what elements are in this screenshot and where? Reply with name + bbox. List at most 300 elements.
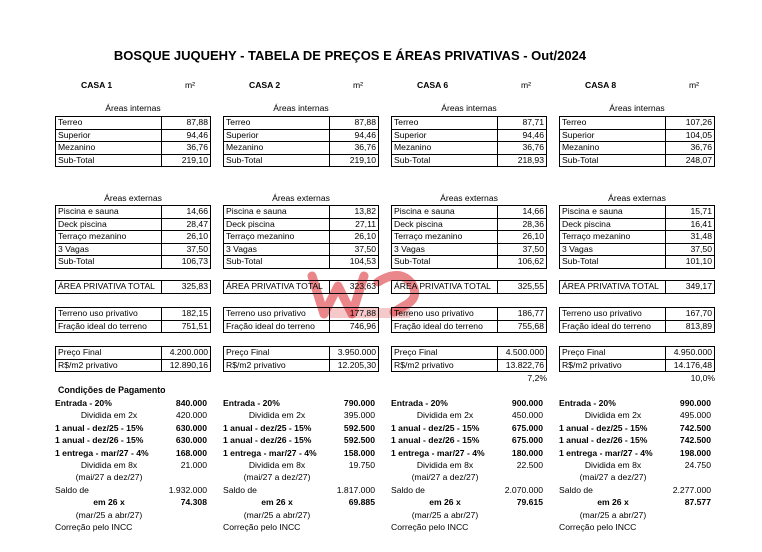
row-value: 323,63 [330, 281, 379, 294]
total-area-table [223, 280, 379, 294]
row-label: Sub-Total [56, 154, 162, 167]
payment-row [223, 496, 379, 508]
payment-label: Saldo de [391, 484, 425, 495]
payment-row [391, 471, 547, 483]
payment-value: 630.000 [175, 435, 207, 446]
row-value: 325,83 [162, 281, 211, 294]
row-label: Superior [56, 129, 162, 142]
payment-row [391, 422, 547, 434]
payment-conditions-heading: Condições de Pagamento [58, 385, 166, 395]
payment-value: 19.750 [348, 459, 375, 470]
row-label: Mezanino [560, 142, 666, 155]
row-label: Terraço mezanino [560, 231, 666, 244]
payment-label: Correção pelo INCC [391, 521, 469, 532]
payment-label: em 26 x [429, 497, 461, 508]
row-value: 28,36 [498, 218, 547, 231]
table-row [56, 231, 211, 244]
house-header [223, 80, 379, 92]
payment-row [55, 459, 211, 471]
row-label: Terreo [56, 117, 162, 130]
payment-value: 79.615 [516, 497, 543, 508]
table-row [224, 231, 379, 244]
payment-row [559, 409, 715, 421]
row-label: Sub-Total [56, 256, 162, 269]
external-areas-table [55, 205, 211, 269]
table-row [224, 359, 379, 372]
payment-value: 675.000 [511, 435, 543, 446]
table-row [224, 320, 379, 333]
row-value: 31,48 [666, 231, 715, 244]
unit-label: m² [352, 80, 363, 90]
table-row [392, 359, 547, 372]
internal-areas-heading: Áreas internas [105, 103, 161, 113]
table-row [392, 308, 547, 321]
table-row [560, 308, 715, 321]
payment-label: (mai/27 a dez/27) [243, 472, 311, 483]
table-row [56, 206, 211, 219]
row-label: Sub-Total [392, 256, 498, 269]
table-row [224, 206, 379, 219]
land-table [391, 307, 547, 333]
row-label: Deck piscina [56, 218, 162, 231]
payment-row [391, 509, 547, 521]
row-value: 94,46 [330, 129, 379, 142]
table-row [224, 308, 379, 321]
table-row [224, 154, 379, 167]
payment-label: Dividida em 2x [584, 410, 642, 421]
payment-row [559, 496, 715, 508]
table-row [56, 320, 211, 333]
payment-conditions [223, 397, 379, 533]
table-row [392, 256, 547, 269]
page-title: BOSQUE JUQUEHY - TABELA DE PREÇOS E ÁREAS PRIVATIVAS - Out/2024 [113, 48, 587, 63]
payment-row [55, 409, 211, 421]
payment-label: Dividida em 2x [80, 410, 138, 421]
row-label: Superior [560, 129, 666, 142]
internal-areas-table [223, 116, 379, 167]
row-value: 755,68 [498, 320, 547, 333]
row-value: 94,46 [498, 129, 547, 142]
payment-row [55, 521, 211, 533]
table-row [560, 320, 715, 333]
payment-row [223, 509, 379, 521]
land-table [55, 307, 211, 333]
table-row [224, 218, 379, 231]
table-row [56, 117, 211, 130]
total-area-table [559, 280, 715, 294]
row-label: 3 Vagas [56, 243, 162, 256]
payment-value: 168.000 [175, 447, 207, 458]
payment-value: 180.000 [511, 447, 543, 458]
payment-value: 198.000 [679, 447, 711, 458]
price-increase-percent: 7,2% [527, 373, 547, 383]
price-table [55, 346, 211, 372]
payment-row [55, 509, 211, 521]
row-value: 37,50 [666, 243, 715, 256]
payment-label: (mar/25 a abr/27) [411, 509, 479, 520]
payment-value: 21.000 [180, 459, 207, 470]
payment-label: Entrada - 20% [559, 398, 616, 408]
payment-row [559, 422, 715, 434]
payment-row [391, 409, 547, 421]
row-label: Terreno uso privativo [560, 308, 666, 321]
house-name: CASA 8 [585, 80, 617, 90]
payment-value: 158.000 [343, 447, 375, 458]
row-label: Sub-Total [224, 154, 330, 167]
row-label: Piscina e sauna [224, 206, 330, 219]
row-value: 4.500.000 [498, 347, 547, 360]
payment-value: 742.500 [679, 435, 711, 446]
row-value: 101,10 [666, 256, 715, 269]
table-row [560, 154, 715, 167]
payment-label: Saldo de [223, 484, 257, 495]
payment-label: Entrada - 20% [55, 398, 112, 408]
payment-row [559, 397, 715, 409]
payment-label: 1 entrega - mar/27 - 4% [559, 447, 653, 458]
payment-label: 1 anual - dez/26 - 15% [391, 435, 480, 446]
payment-label: Entrada - 20% [391, 398, 448, 408]
table-row [224, 347, 379, 360]
table-row [392, 206, 547, 219]
price-increase-percent: 10,0% [690, 373, 715, 383]
row-label: Deck piscina [224, 218, 330, 231]
payment-label: Correção pelo INCC [55, 521, 133, 532]
payment-conditions [559, 397, 715, 533]
table-row [560, 243, 715, 256]
payment-label: Entrada - 20% [223, 398, 280, 408]
row-label: Fração ideal do terreno [56, 320, 162, 333]
payment-value: 87.577 [684, 497, 711, 508]
table-row [560, 256, 715, 269]
land-table [559, 307, 715, 333]
row-label: Deck piscina [560, 218, 666, 231]
table-row [560, 281, 715, 294]
table-row [560, 206, 715, 219]
table-row [560, 359, 715, 372]
row-label: 3 Vagas [560, 243, 666, 256]
row-label: Superior [392, 129, 498, 142]
row-value: 746,96 [330, 320, 379, 333]
table-row [56, 281, 211, 294]
row-value: 218,93 [498, 154, 547, 167]
table-row [56, 218, 211, 231]
payment-value: 675.000 [511, 422, 543, 433]
row-value: 349,17 [666, 281, 715, 294]
row-value: 167,70 [666, 308, 715, 321]
row-label: Sub-Total [560, 154, 666, 167]
table-row [560, 231, 715, 244]
table-row [392, 320, 547, 333]
table-row [392, 129, 547, 142]
payment-row [223, 447, 379, 459]
row-value: 37,50 [498, 243, 547, 256]
payment-label: em 26 x [261, 497, 293, 508]
payment-label: Saldo de [55, 484, 89, 495]
payment-value: 790.000 [343, 398, 375, 408]
payment-row [559, 484, 715, 496]
row-label: Terreo [224, 117, 330, 130]
row-value: 325,55 [498, 281, 547, 294]
row-value: 13.822,76 [498, 359, 547, 372]
table-row [224, 256, 379, 269]
payment-label: Dividida em 8x [416, 459, 474, 470]
payment-label: 1 anual - dez/25 - 15% [559, 422, 648, 433]
payment-row [55, 496, 211, 508]
row-label: Sub-Total [224, 256, 330, 269]
row-label: Sub-Total [560, 256, 666, 269]
house-name: CASA 2 [249, 80, 281, 90]
row-label: Terraço mezanino [392, 231, 498, 244]
row-value: 4.950.000 [666, 347, 715, 360]
table-row [56, 347, 211, 360]
row-label: Fração ideal do terreno [392, 320, 498, 333]
table-row [56, 142, 211, 155]
row-label: Superior [224, 129, 330, 142]
payment-value: 22.500 [516, 459, 543, 470]
payment-label: Correção pelo INCC [559, 521, 637, 532]
payment-value: 1.817.000 [336, 484, 375, 495]
table-row [224, 243, 379, 256]
payment-row [223, 459, 379, 471]
payment-value: 420.000 [175, 410, 207, 421]
row-value: 87,88 [330, 117, 379, 130]
payment-label: em 26 x [93, 497, 125, 508]
external-areas-heading: Áreas externas [272, 193, 330, 203]
row-label: Preço Final [392, 347, 498, 360]
table-row [560, 129, 715, 142]
payment-value: 74.308 [180, 497, 207, 508]
house-header [559, 80, 715, 92]
row-label: Piscina e sauna [560, 206, 666, 219]
row-label: Terraço mezanino [56, 231, 162, 244]
row-value: 87,71 [498, 117, 547, 130]
payment-row [559, 447, 715, 459]
payment-row [391, 459, 547, 471]
row-value: 177,88 [330, 308, 379, 321]
row-label: ÁREA PRIVATIVA TOTAL [560, 281, 666, 294]
payment-value: 630.000 [175, 422, 207, 433]
row-label: 3 Vagas [392, 243, 498, 256]
table-row [224, 117, 379, 130]
row-value: 37,50 [162, 243, 211, 256]
payment-row [223, 521, 379, 533]
payment-label: (mai/27 a dez/27) [411, 472, 479, 483]
row-value: 12.890,16 [162, 359, 211, 372]
payment-value: 1.932.000 [168, 484, 207, 495]
row-value: 27,11 [330, 218, 379, 231]
payment-row [559, 521, 715, 533]
payment-conditions [55, 397, 211, 533]
payment-value: 395.000 [343, 410, 375, 421]
payment-row [223, 471, 379, 483]
row-label: Terreno uso privativo [392, 308, 498, 321]
payment-value: 2.070.000 [504, 484, 543, 495]
payment-label: 1 anual - dez/25 - 15% [55, 422, 144, 433]
row-label: ÁREA PRIVATIVA TOTAL [392, 281, 498, 294]
external-areas-heading: Áreas externas [440, 193, 498, 203]
payment-row [223, 409, 379, 421]
payment-label: (mar/25 a abr/27) [243, 509, 311, 520]
internal-areas-heading: Áreas internas [609, 103, 665, 113]
payment-value: 592.500 [343, 422, 375, 433]
price-table [391, 346, 547, 372]
payment-row [391, 496, 547, 508]
row-value: 37,50 [330, 243, 379, 256]
payment-row [223, 397, 379, 409]
payment-value: 2.277.000 [672, 484, 711, 495]
row-label: Deck piscina [392, 218, 498, 231]
house-name: CASA 6 [417, 80, 449, 90]
table-row [56, 308, 211, 321]
payment-label: (mai/27 a dez/27) [75, 472, 143, 483]
row-label: Piscina e sauna [56, 206, 162, 219]
house-header [55, 80, 211, 92]
row-value: 94,46 [162, 129, 211, 142]
payment-label: (mar/25 a abr/27) [75, 509, 143, 520]
table-row [56, 154, 211, 167]
unit-label: m² [520, 80, 531, 90]
row-value: 36,76 [666, 142, 715, 155]
payment-label: 1 entrega - mar/27 - 4% [55, 447, 149, 458]
row-label: R$/m2 privativo [560, 359, 666, 372]
table-row [224, 129, 379, 142]
row-label: ÁREA PRIVATIVA TOTAL [224, 281, 330, 294]
external-areas-heading: Áreas externas [104, 193, 162, 203]
table-row [224, 142, 379, 155]
row-label: Terreo [560, 117, 666, 130]
payment-row [559, 459, 715, 471]
payment-row [559, 471, 715, 483]
payment-row [55, 447, 211, 459]
internal-areas-table [559, 116, 715, 167]
payment-row [55, 397, 211, 409]
external-areas-heading: Áreas externas [608, 193, 666, 203]
row-label: 3 Vagas [224, 243, 330, 256]
table-row [560, 218, 715, 231]
row-value: 14,66 [498, 206, 547, 219]
external-areas-table [559, 205, 715, 269]
payment-label: 1 entrega - mar/27 - 4% [391, 447, 485, 458]
payment-row [559, 434, 715, 446]
payment-row [391, 397, 547, 409]
row-value: 3.950.000 [330, 347, 379, 360]
row-value: 813,89 [666, 320, 715, 333]
payment-row [55, 422, 211, 434]
payment-row [391, 484, 547, 496]
row-value: 219,10 [330, 154, 379, 167]
payment-row [55, 434, 211, 446]
table-row [56, 359, 211, 372]
payment-value: 742.500 [679, 422, 711, 433]
row-label: Piscina e sauna [392, 206, 498, 219]
payment-row [55, 471, 211, 483]
row-value: 14.176,48 [666, 359, 715, 372]
payment-value: 69.885 [348, 497, 375, 508]
table-row [392, 281, 547, 294]
unit-label: m² [688, 80, 699, 90]
row-value: 219,10 [162, 154, 211, 167]
row-label: Preço Final [56, 347, 162, 360]
table-row [56, 256, 211, 269]
row-value: 28,47 [162, 218, 211, 231]
table-row [560, 347, 715, 360]
payment-row [223, 434, 379, 446]
payment-label: Saldo de [559, 484, 593, 495]
row-label: Mezanino [224, 142, 330, 155]
payment-label: 1 entrega - mar/27 - 4% [223, 447, 317, 458]
payment-value: 840.000 [175, 398, 207, 408]
payment-label: (mai/27 a dez/27) [579, 472, 647, 483]
row-value: 36,76 [330, 142, 379, 155]
payment-label: em 26 x [597, 497, 629, 508]
row-value: 26,10 [162, 231, 211, 244]
row-label: Mezanino [392, 142, 498, 155]
table-row [56, 243, 211, 256]
row-value: 12.205,30 [330, 359, 379, 372]
row-value: 248,07 [666, 154, 715, 167]
house-header [391, 80, 547, 92]
external-areas-table [391, 205, 547, 269]
table-row [560, 117, 715, 130]
row-label: Fração ideal do terreno [560, 320, 666, 333]
row-label: ÁREA PRIVATIVA TOTAL [56, 281, 162, 294]
row-label: R$/m2 privativo [224, 359, 330, 372]
total-area-table [391, 280, 547, 294]
payment-label: 1 anual - dez/26 - 15% [223, 435, 312, 446]
payment-row [391, 434, 547, 446]
payment-label: Dividida em 8x [584, 459, 642, 470]
row-value: 182,15 [162, 308, 211, 321]
row-label: R$/m2 privativo [392, 359, 498, 372]
row-value: 26,10 [330, 231, 379, 244]
payment-label: 1 anual - dez/25 - 15% [223, 422, 312, 433]
payment-label: Dividida em 8x [248, 459, 306, 470]
payment-conditions [391, 397, 547, 533]
payment-value: 990.000 [679, 398, 711, 408]
payment-label: Dividida em 2x [416, 410, 474, 421]
row-label: Preço Final [560, 347, 666, 360]
payment-label: Dividida em 8x [80, 459, 138, 470]
payment-label: 1 anual - dez/25 - 15% [391, 422, 480, 433]
payment-label: (mar/25 a abr/27) [579, 509, 647, 520]
payment-value: 900.000 [511, 398, 543, 408]
row-value: 15,71 [666, 206, 715, 219]
total-area-table [55, 280, 211, 294]
payment-row [391, 521, 547, 533]
table-row [392, 117, 547, 130]
external-areas-table [223, 205, 379, 269]
payment-value: 450.000 [511, 410, 543, 421]
price-table [223, 346, 379, 372]
land-table [223, 307, 379, 333]
table-row [392, 142, 547, 155]
row-label: R$/m2 privativo [56, 359, 162, 372]
row-value: 36,76 [162, 142, 211, 155]
internal-areas-table [55, 116, 211, 167]
table-row [392, 231, 547, 244]
row-value: 87,88 [162, 117, 211, 130]
row-label: Terreno uso privativo [56, 308, 162, 321]
payment-row [391, 447, 547, 459]
payment-label: Correção pelo INCC [223, 521, 301, 532]
internal-areas-heading: Áreas internas [273, 103, 329, 113]
row-value: 751,51 [162, 320, 211, 333]
row-label: Terraço mezanino [224, 231, 330, 244]
row-value: 186,77 [498, 308, 547, 321]
payment-label: Dividida em 2x [248, 410, 306, 421]
payment-row [223, 422, 379, 434]
row-value: 104,53 [330, 256, 379, 269]
